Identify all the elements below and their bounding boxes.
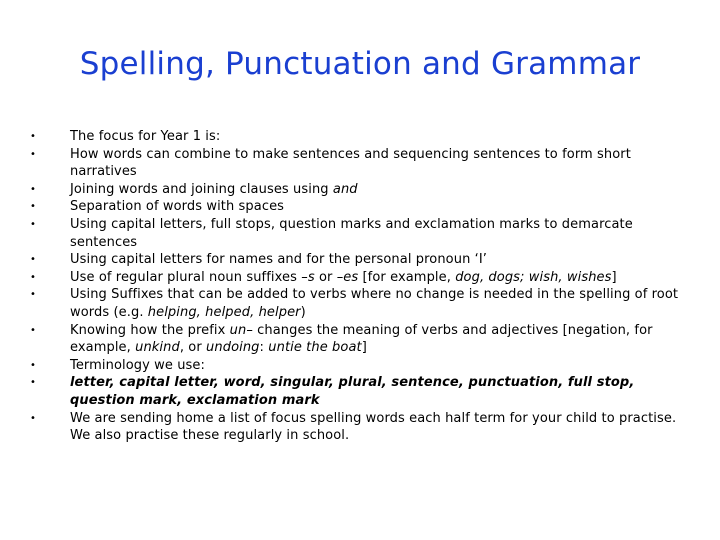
bullet-icon: •: [30, 359, 36, 371]
item-emphasis: and: [332, 181, 358, 197]
list-item: [28, 286, 688, 321]
list-item: [28, 216, 688, 251]
item-text: Joining words and joining clauses using: [70, 181, 333, 197]
item-emphasis: unkind: [135, 340, 180, 356]
list-item: [28, 374, 688, 409]
item-text: We are sending home a list of focus spelling words each half term for your child to practise. We also practise these regularly in school.: [70, 410, 677, 444]
item-text: Terminology we use:: [70, 357, 206, 373]
item-emphasis: dog, dogs; wish, wishes: [455, 269, 612, 285]
slide-title: Spelling, Punctuation and Grammar: [79, 46, 641, 82]
list-item: [28, 357, 688, 375]
item-text: ]: [611, 269, 617, 285]
item-text: How words can combine to make sentences and sequencing sentences to form short narratives: [70, 146, 631, 180]
bullet-icon: •: [30, 271, 36, 283]
item-emphasis: helping, helped, helper: [147, 304, 301, 320]
bullet-icon: •: [30, 412, 36, 424]
item-text: The focus for Year 1 is:: [70, 129, 221, 144]
list-item: [28, 181, 688, 199]
item-text: :: [259, 340, 269, 356]
bullet-icon: •: [30, 289, 36, 301]
item-text: Separation of words with spaces: [70, 199, 285, 215]
list-item: [28, 128, 688, 146]
item-text: letter, capital letter, word, singular, plural, sentence, punctuation, full stop, question mark, exclamation mark: [70, 375, 635, 408]
item-emphasis: –s: [301, 269, 315, 285]
item-text: Knowing how the prefix: [70, 322, 230, 338]
list-item: [28, 146, 688, 181]
bullet-list: [28, 128, 688, 445]
list-item: [28, 251, 688, 269]
list-item: [28, 269, 688, 287]
bullet-icon: •: [30, 201, 36, 213]
bullet-icon: •: [30, 254, 36, 266]
bullet-icon: •: [30, 218, 36, 230]
list-item: [28, 322, 688, 357]
item-emphasis: un–: [229, 322, 253, 338]
item-text: [for example,: [358, 269, 456, 285]
item-text: ]: [361, 340, 367, 356]
item-text: Using capital letters for names and for the personal pronoun ‘I’: [70, 252, 488, 268]
bullet-icon: •: [30, 324, 36, 336]
item-text: Use of regular plural noun suffixes: [70, 269, 302, 285]
item-text: Using capital letters, full stops, question marks and exclamation marks to demarcate sentences: [70, 216, 633, 250]
list-item: [28, 410, 688, 445]
item-text: ): [300, 304, 306, 320]
item-emphasis: undoing: [206, 340, 260, 356]
item-text: Using Suffixes that can be added to verbs where no change is needed in the spelling of root words (e.g.: [70, 287, 679, 320]
list-item: [28, 198, 688, 216]
bullet-icon: •: [30, 131, 36, 142]
bullet-icon: •: [30, 377, 36, 389]
item-emphasis: untie the boat: [268, 340, 362, 356]
item-text: changes the meaning of verbs and adjectives [negation, for example,: [70, 322, 653, 356]
bullet-icon: •: [30, 183, 36, 195]
item-text: or: [314, 269, 337, 285]
item-emphasis: –es: [336, 269, 359, 285]
item-text: , or: [179, 340, 207, 356]
bullet-icon: •: [30, 148, 36, 160]
